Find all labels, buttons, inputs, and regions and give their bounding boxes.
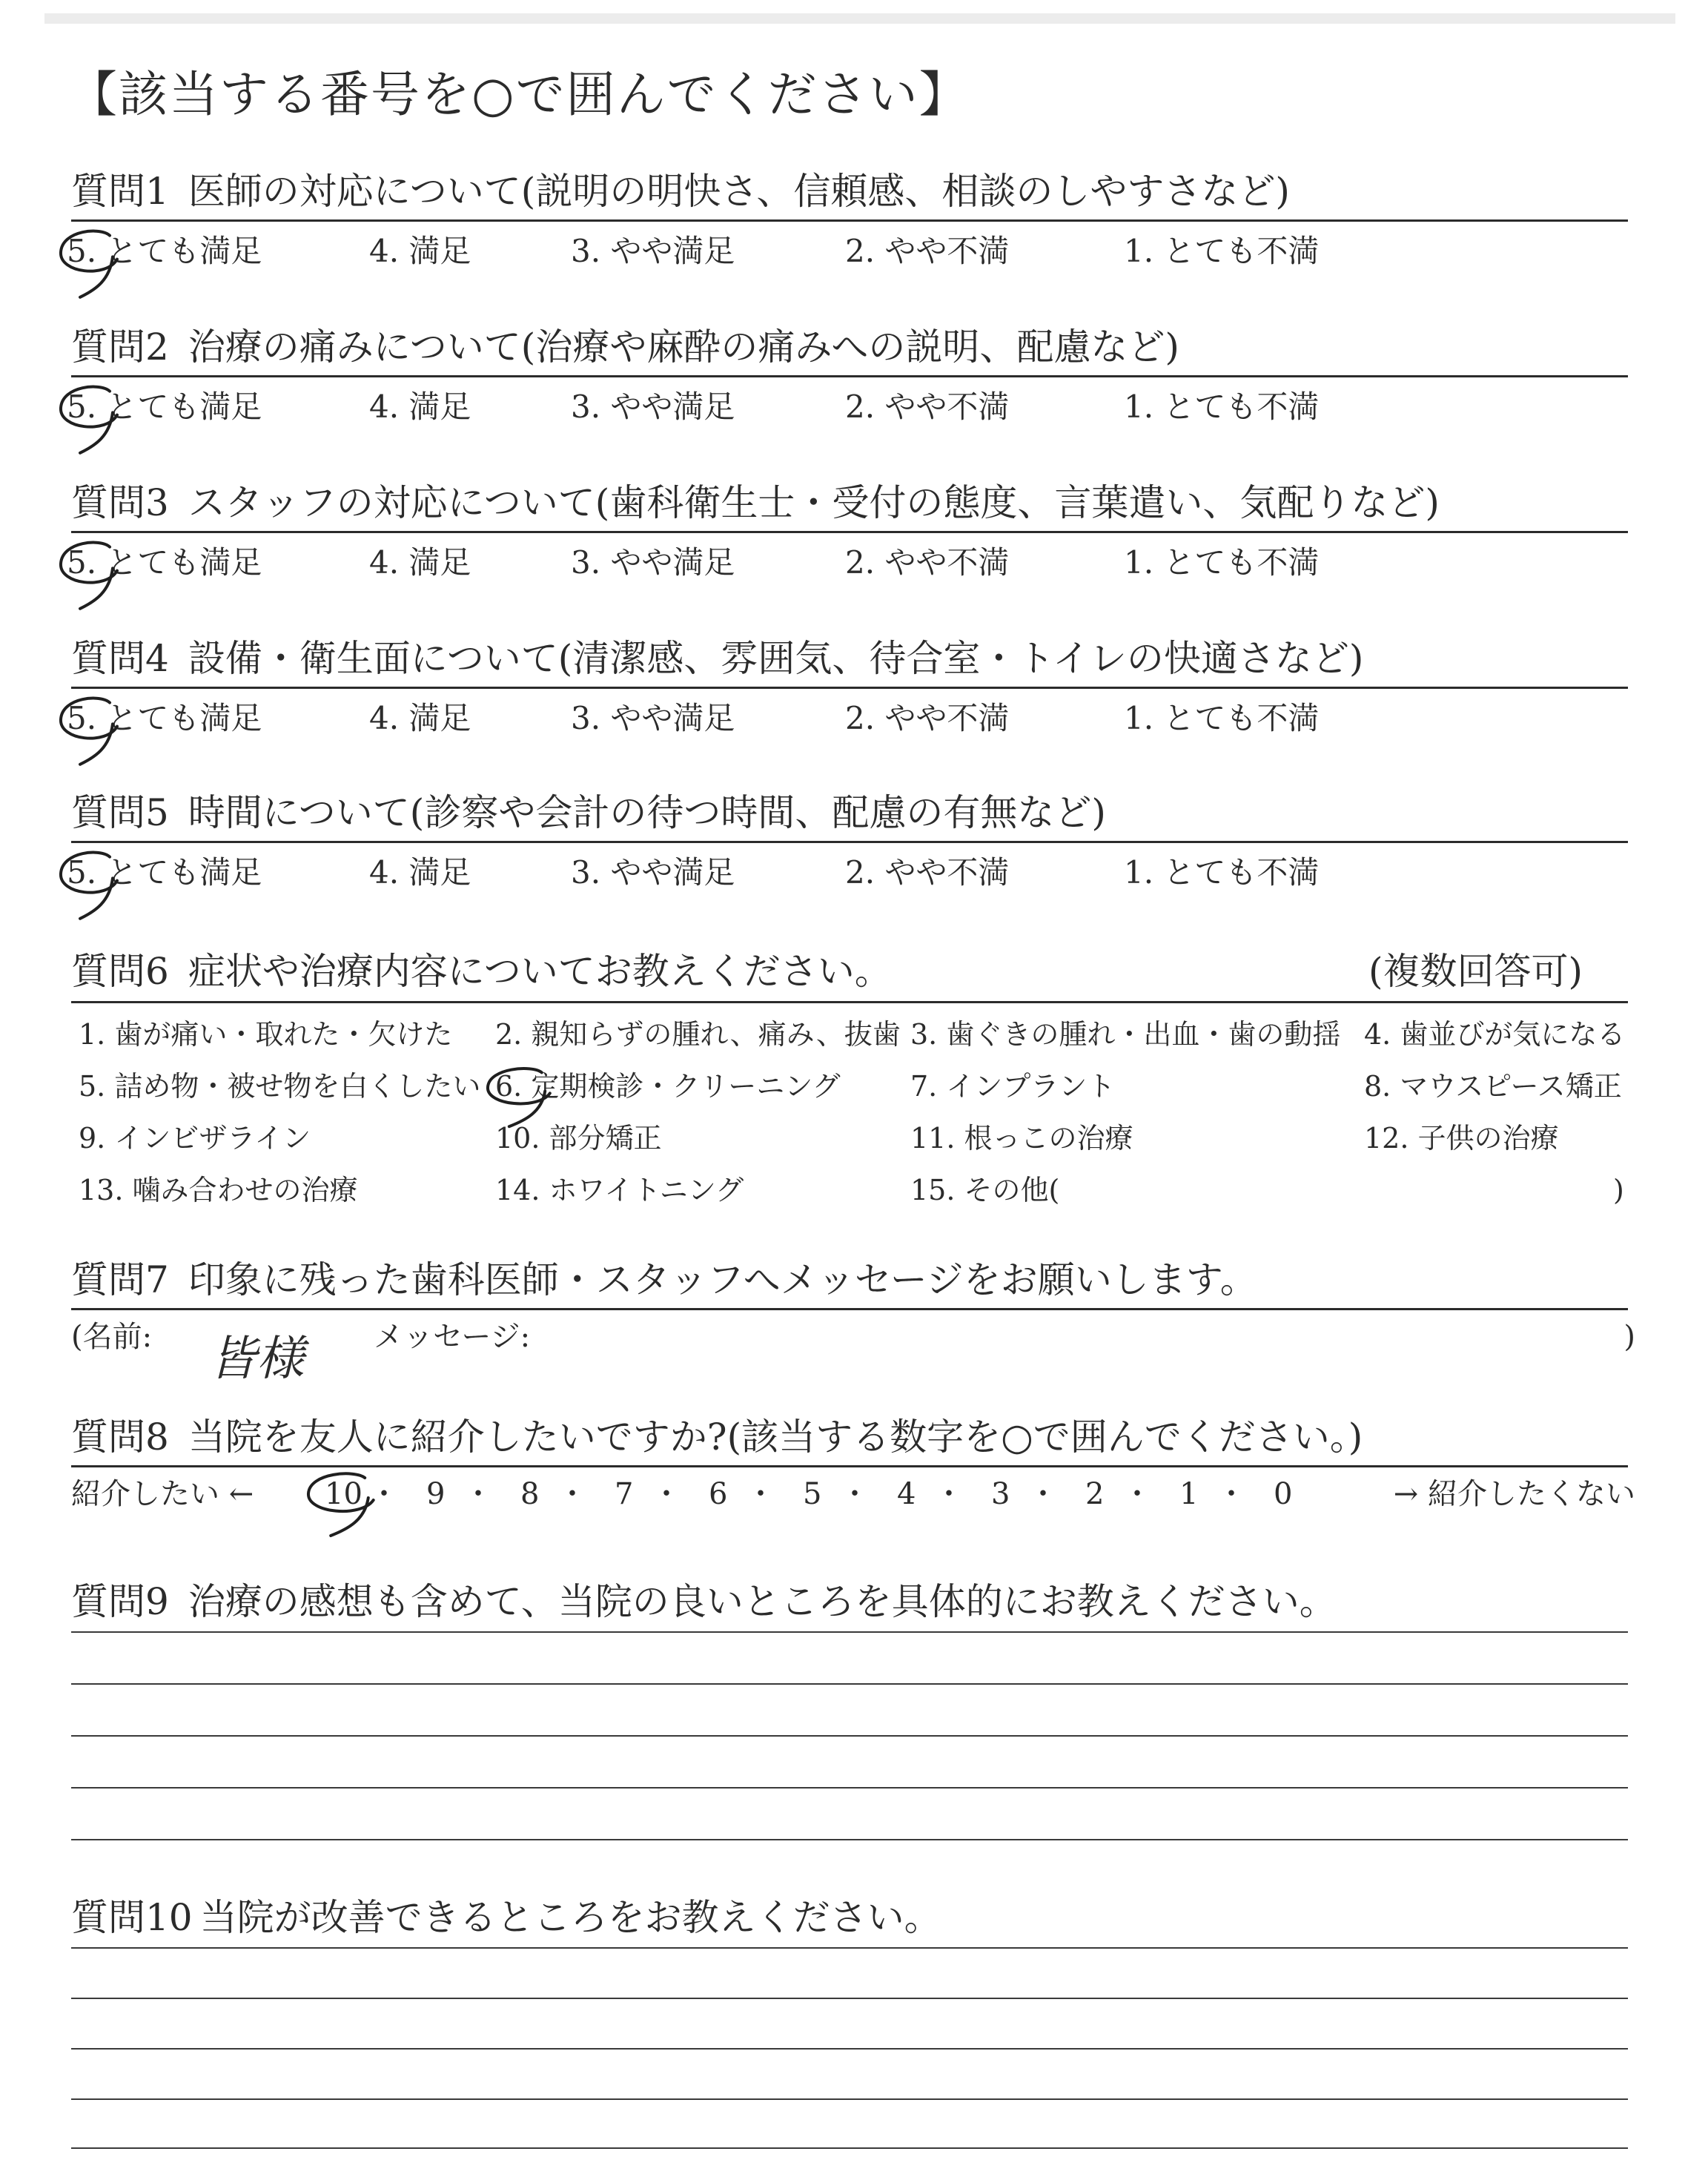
q6-option-8[interactable]: 8. マウスピース矯正 — [1364, 1070, 1622, 1103]
q5-option-3[interactable]: 3. やや満足 — [571, 854, 735, 891]
q10-number: 質問10 — [71, 1896, 193, 1939]
q6-option-13[interactable]: 13. 噛み合わせの治療 — [79, 1174, 358, 1206]
q6-option-11[interactable]: 11. 根っこの治療 — [910, 1122, 1133, 1155]
q10-text: 当院が改善できるところをお教えください。 — [199, 1896, 941, 1939]
q2-heading — [71, 325, 1179, 369]
q9-heading — [71, 1579, 1337, 1624]
q1-number: 質問1 — [71, 170, 169, 213]
q2-option-3[interactable]: 3. やや満足 — [571, 389, 735, 425]
q10-heading — [71, 1895, 941, 1940]
scale-value-9[interactable]: 9 — [426, 1477, 446, 1511]
q5-text: 時間について(診察や会計の待つ時間、配慮の有無など) — [188, 791, 1106, 834]
q5-option-2[interactable]: 2. やや不満 — [845, 854, 1010, 891]
q3-option-5[interactable]: 5. とても満足 — [67, 544, 262, 581]
q4-option-2[interactable]: 2. やや不満 — [845, 700, 1010, 736]
q4-option-1[interactable]: 1. とても不満 — [1124, 700, 1320, 736]
q8-text: 当院を友人に紹介したいですか?(該当する数字を○で囲んでください。) — [188, 1416, 1363, 1459]
q4-option-4[interactable]: 4. 満足 — [369, 700, 471, 736]
q2-option-5[interactable]: 5. とても満足 — [67, 389, 262, 425]
q9-answer-line[interactable] — [71, 1787, 1628, 1789]
scale-left-label: 紹介したい ← — [71, 1477, 254, 1511]
q6-option-14[interactable]: 14. ホワイトニング — [495, 1174, 744, 1206]
q1-option-4[interactable]: 4. 満足 — [369, 233, 471, 269]
q5-option-4[interactable]: 4. 満足 — [369, 854, 471, 891]
scale-separator: ・ — [1028, 1477, 1058, 1511]
q10-answer-line[interactable] — [71, 1998, 1628, 1999]
q6-note: (複数回答可) — [1368, 950, 1583, 993]
q5-number: 質問5 — [71, 791, 169, 834]
q10-answer-line[interactable] — [71, 2098, 1628, 2100]
scale-separator: ・ — [557, 1477, 587, 1511]
scale-separator: ・ — [934, 1477, 964, 1511]
scale-separator: ・ — [369, 1477, 399, 1511]
q8-rule — [71, 1465, 1628, 1467]
q2-option-4[interactable]: 4. 満足 — [369, 389, 471, 425]
q2-rule — [71, 375, 1628, 377]
q7-heading — [71, 1258, 1257, 1302]
q1-heading — [71, 169, 1290, 214]
scale-separator: ・ — [746, 1477, 775, 1511]
q6-option-10[interactable]: 10. 部分矯正 — [495, 1122, 662, 1155]
q6-option-2[interactable]: 2. 親知らずの腫れ、痛み、抜歯 — [495, 1018, 901, 1051]
scale-value-3[interactable]: 3 — [991, 1477, 1010, 1511]
q2-text: 治療の痛みについて(治療や麻酔の痛みへの説明、配慮など) — [188, 326, 1179, 369]
q1-option-5[interactable]: 5. とても満足 — [67, 233, 262, 269]
q4-heading — [71, 636, 1363, 681]
q9-answer-line[interactable] — [71, 1631, 1628, 1633]
scale-value-1[interactable]: 1 — [1179, 1477, 1199, 1511]
q10-answer-line[interactable] — [71, 2147, 1628, 2149]
scale-value-8[interactable]: 8 — [520, 1477, 540, 1511]
q9-answer-line[interactable] — [71, 1735, 1628, 1737]
q6-option-6[interactable]: 6. 定期検診・クリーニング — [495, 1070, 841, 1103]
q6-heading — [71, 949, 892, 994]
scale-separator: ・ — [840, 1477, 870, 1511]
q4-number: 質問4 — [71, 637, 169, 680]
q8-number: 質問8 — [71, 1416, 169, 1459]
q5-option-1[interactable]: 1. とても不満 — [1124, 854, 1320, 891]
q2-number: 質問2 — [71, 326, 169, 369]
scale-value-5[interactable]: 5 — [803, 1477, 822, 1511]
message-close-paren: ) — [1623, 1320, 1635, 1354]
q6-option-4[interactable]: 4. 歯並びが気になる — [1364, 1018, 1626, 1051]
q5-option-5[interactable]: 5. とても満足 — [67, 854, 262, 891]
scale-value-6[interactable]: 6 — [709, 1477, 728, 1511]
q1-rule — [71, 219, 1628, 222]
q6-option-1[interactable]: 1. 歯が痛い・取れた・欠けた — [79, 1018, 453, 1051]
scale-right-label: → 紹介したくない — [1393, 1477, 1635, 1511]
q6-number: 質問6 — [71, 950, 169, 993]
q6-option-9[interactable]: 9. インビザライン — [79, 1122, 311, 1155]
scale-separator: ・ — [1217, 1477, 1246, 1511]
q9-text: 治療の感想も含めて、当院の良いところを具体的にお教えください。 — [188, 1580, 1337, 1623]
q3-option-2[interactable]: 2. やや不満 — [845, 544, 1010, 581]
q10-answer-line[interactable] — [71, 2048, 1628, 2050]
scale-separator: ・ — [652, 1477, 681, 1511]
q9-answer-line[interactable] — [71, 1683, 1628, 1685]
q4-option-3[interactable]: 3. やや満足 — [571, 700, 735, 736]
q7-text: 印象に残った歯科医師・スタッフへメッセージをお願いします。 — [188, 1258, 1257, 1301]
q6-option-5[interactable]: 5. 詰め物・被せ物を白くしたい — [79, 1070, 481, 1103]
q3-rule — [71, 531, 1628, 533]
scan-edge-strip — [44, 13, 1675, 24]
scale-value-2[interactable]: 2 — [1085, 1477, 1105, 1511]
q6-option-7[interactable]: 7. インプラント — [910, 1070, 1116, 1103]
q6-other-close-paren: ) — [1613, 1174, 1624, 1206]
q1-option-2[interactable]: 2. やや不満 — [845, 233, 1010, 269]
q9-number: 質問9 — [71, 1580, 169, 1623]
name-handwritten[interactable]: 皆様 — [209, 1332, 304, 1387]
scale-separator: ・ — [463, 1477, 493, 1511]
q3-heading — [71, 480, 1440, 525]
scale-separator: ・ — [1122, 1477, 1152, 1511]
q6-text: 症状や治療内容についてお教えください。 — [188, 950, 892, 993]
q4-text: 設備・衛生面について(清潔感、雰囲気、待合室・トイレの快適さなど) — [188, 637, 1364, 680]
scale-value-4[interactable]: 4 — [897, 1477, 916, 1511]
q4-rule — [71, 687, 1628, 689]
q6-option-15[interactable]: 15. その他( — [910, 1174, 1060, 1206]
q3-option-3[interactable]: 3. やや満足 — [571, 544, 735, 581]
q5-rule — [71, 841, 1628, 843]
q3-text: スタッフの対応について(歯科衛生士・受付の態度、言葉遣い、気配りなど) — [188, 481, 1440, 524]
name-label: (名前: — [71, 1320, 153, 1354]
q6-option-12[interactable]: 12. 子供の治療 — [1364, 1122, 1559, 1155]
q10-answer-line[interactable] — [71, 1947, 1628, 1949]
q6-option-3[interactable]: 3. 歯ぐきの腫れ・出血・歯の動揺 — [910, 1018, 1341, 1051]
q3-option-4[interactable]: 4. 満足 — [369, 544, 471, 581]
q7-rule — [71, 1308, 1628, 1310]
message-label: メッセージ: — [374, 1320, 531, 1354]
q7-number: 質問7 — [71, 1258, 169, 1301]
q1-option-1[interactable]: 1. とても不満 — [1124, 233, 1320, 269]
q3-option-1[interactable]: 1. とても不満 — [1124, 544, 1320, 581]
q4-option-5[interactable]: 5. とても満足 — [67, 700, 262, 736]
scale-value-0[interactable]: 0 — [1274, 1477, 1293, 1511]
page-title: 【該当する番号を○で囲んでください】 — [68, 66, 970, 123]
q1-option-3[interactable]: 3. やや満足 — [571, 233, 735, 269]
scale-value-10[interactable]: 10 — [325, 1477, 363, 1511]
q2-option-2[interactable]: 2. やや不満 — [845, 389, 1010, 425]
q6-rule — [71, 1001, 1628, 1003]
q8-heading — [71, 1415, 1363, 1459]
q1-text: 医師の対応について(説明の明快さ、信頼感、相談のしやすさなど) — [188, 170, 1290, 213]
scale-value-7[interactable]: 7 — [615, 1477, 634, 1511]
q3-number: 質問3 — [71, 481, 169, 524]
q5-heading — [71, 790, 1106, 835]
q9-answer-line[interactable] — [71, 1839, 1628, 1840]
q2-option-1[interactable]: 1. とても不満 — [1124, 389, 1320, 425]
